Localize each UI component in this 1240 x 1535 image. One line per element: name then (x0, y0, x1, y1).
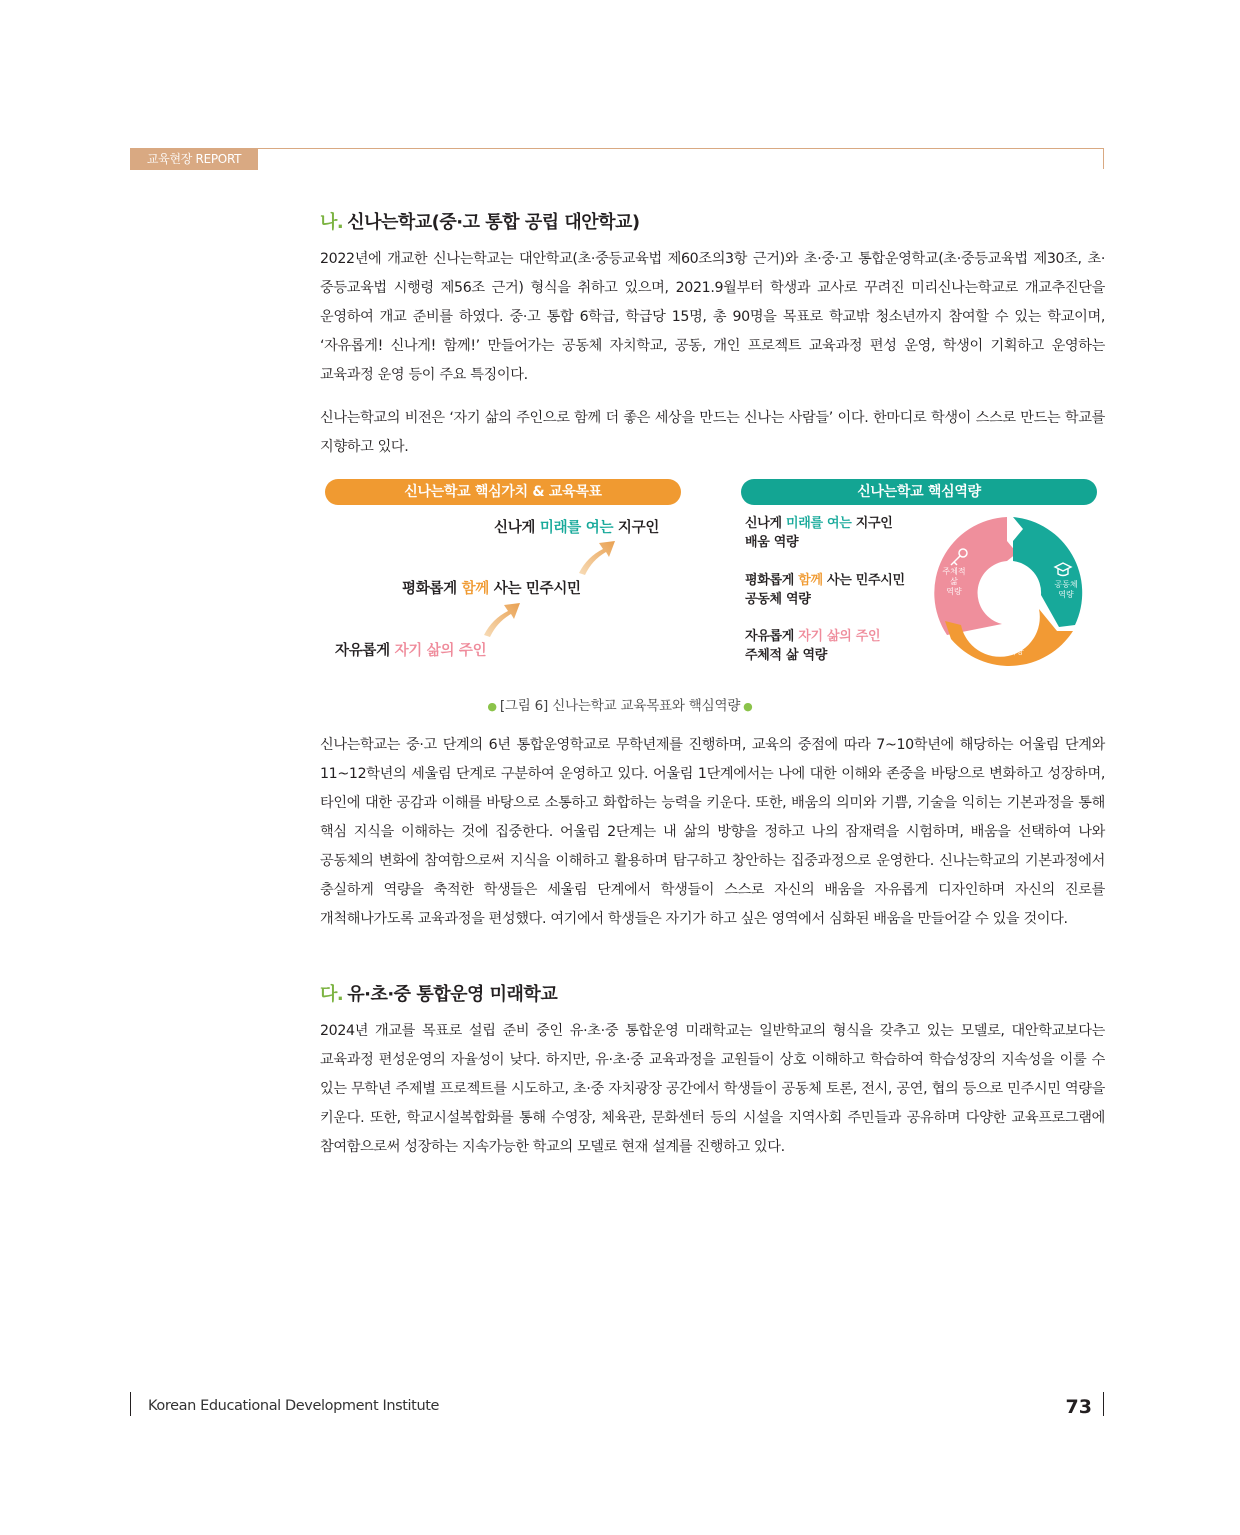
goal-3-highlight: 미래를 여는 (539, 520, 614, 536)
competency-2-highlight: 함께 (798, 573, 823, 588)
section-na-marker: 나. (320, 212, 344, 233)
header-rule (258, 148, 1104, 169)
section-da-title (320, 980, 557, 1006)
section-da-title-text: 유·초·중 통합운영 미래학교 (347, 984, 558, 1005)
competency-3-line2: 주체적 삶 역량 (745, 648, 827, 663)
figure-caption (0, 694, 1240, 714)
section-na-title-text: 신나는학교(중·고 통합 공립 대안학교) (347, 212, 640, 233)
ring-label-self (934, 567, 974, 597)
ring-label-self-2: 삶 (950, 577, 958, 586)
caption-bullet-left: ● (487, 700, 497, 713)
goal-3-post: 지구인 (613, 520, 660, 536)
competency-item-2 (745, 571, 905, 609)
ring-segment-teal (1013, 517, 1082, 627)
caption-bullet-right: ● (743, 700, 753, 713)
goal-2-pre: 평화롭게 (402, 581, 462, 597)
goal-item-1 (335, 639, 486, 660)
footer-institute: Korean Educational Development Institute (148, 1398, 440, 1414)
goal-1-highlight: 자기 삶의 주인 (394, 643, 487, 659)
competency-1-line1 (745, 514, 893, 533)
competency-3-line1 (745, 627, 880, 646)
ring-label-learning-2: 역량 (1008, 647, 1024, 656)
ring-label-community (1046, 580, 1086, 600)
competency-item-3 (745, 627, 880, 665)
goal-1-pre: 자유롭게 (335, 643, 395, 659)
competency-1-pre: 신나게 (745, 516, 786, 531)
competency-1-highlight: 미래를 여는 (786, 516, 852, 531)
page-number: 73 (1065, 1396, 1092, 1418)
competency-1-line2: 배움 역량 (745, 535, 799, 550)
goal-arrow-upper (575, 533, 620, 578)
goal-2-highlight: 함께 (461, 581, 489, 597)
goal-2-post: 사는 민주시민 (489, 581, 581, 597)
section-na-paragraph-3: 신나는학교는 중·고 단계의 6년 통합운영학교로 무학년제를 진행하며, 교육의 중점에 따라 7~10학년에 해당하는 어울림 단계와 11~12학년의 세울림 단계로 구분하여 운영하고 있다. 어울림 1단계에서는 나에 대한 이해와 존중을 바탕으로 변화하고 성장하며, 타인에 대한 공감과 이해를 바탕으로 소통하고 화합하는 능력을 키운다. 또한, 배움의 의미와 기쁨, 기술을 익히는 기본과정을 통해 핵심 지식을 이해하는 것에 집중한다. 어울림 2단계는 내 삶의 방향을 정하고 나의 잠재력을 시험하며, 배움을 선택하여 나와 공동체의 변화에 참여함으로써 지식을 이해하고 활용하며 탐구하고 창안하는 집중과정으로 운영한다. 신나는학교의 기본과정에서 충실하게 역량을 축적한 학생들은 세울림 단계에서 학생들이 스스로 자신의 배움을 자유롭게 디자인하며 자신의 진로를 개척해나가도록 교육과정을 편성했다. 여기에서 학생들은 자기가 하고 싶은 영역에서 심화된 배움을 만들어갈 수 있을 것이다. (320, 737, 1105, 927)
section-da-marker: 다. (320, 984, 344, 1005)
goal-arrow-lower (480, 595, 525, 640)
section-na-paragraph-2: 신나는학교의 비전은 ‘자기 삶의 주인으로 함께 더 좋은 세상을 만드는 신나는 사람들’ 이다. 한마디로 학생이 스스로 만드는 학교를 지향하고 있다. (320, 410, 1105, 455)
ring-label-self-1: 주체적 (942, 567, 966, 576)
ring-label-learning (996, 637, 1036, 657)
header-tab: 교육현장 REPORT (130, 148, 258, 170)
competency-3-highlight: 자기 삶의 주인 (798, 629, 881, 644)
section-na-paragraph-1: 2022년에 개교한 신나는학교는 대안학교(초·중등교육법 제60조의3항 근거)와 초·중·고 통합운영학교(초·중등교육법 제30조, 초·중등교육법 시행령 제56조 근거) 형식을 취하고 있으며, 2021.9월부터 학생과 교사로 꾸려진 미리신나는학교로 개교추진단을 운영하여 개교 준비를 하였다. 중·고 통합 6학급, 학급당 15명, 총 90명을 목표로 학교밖 청소년까지 참여할 수 있는 학교이며, ‘자유롭게! 신나게! 함께!’ 만들어가는 공동체 자치학교, 공동, 개인 프로젝트 교육과정 편성 운영, 학생이 기획하고 운영하는 교육과정 운영 등이 주요 특징이다. (320, 251, 1105, 383)
figure-left-header: 신나는학교 핵심가치 & 교육목표 (325, 479, 681, 505)
competency-2-pre: 평화롭게 (745, 573, 799, 588)
ring-label-community-1: 공동체 (1054, 580, 1078, 589)
footer-rule-left (130, 1392, 131, 1416)
competency-1-post: 지구인 (851, 516, 893, 531)
section-da-paragraph: 2024년 개교를 목표로 설립 준비 중인 유·초·중 통합운영 미래학교는 일반학교의 형식을 갖추고 있는 모델로, 대안학교보다는 교육과정 편성운영의 자율성이 낮다. 하지만, 유·초·중 교육과정을 교원들이 상호 이해하고 학습하여 학습성장의 지속성을 이룰 수 있는 무학년 주제별 프로젝트를 시도하고, 초·중 자치광장 공간에서 학생들이 공동체 토론, 전시, 공연, 협의 등으로 민주시민 역량을 키운다. 또한, 학교시설복합화를 통해 수영장, 체육관, 문화센터 등의 시설을 지역사회 주민들과 공유하며 다양한 교육프로그램에 참여함으로써 성장하는 지속가능한 학교의 모델로 현재 설계를 진행하고 있다. (320, 1023, 1105, 1155)
ring-label-self-3: 역량 (946, 587, 962, 596)
competency-2-line2: 공동체 역량 (745, 592, 811, 607)
footer-rule-right (1103, 1392, 1104, 1416)
competency-2-line1 (745, 571, 905, 590)
figure-right-header: 신나는학교 핵심역량 (741, 479, 1097, 505)
competency-item-1 (745, 514, 893, 552)
ring-label-learning-1: 배움 (1008, 637, 1024, 646)
ring-label-community-2: 역량 (1058, 590, 1074, 599)
figure-caption-text: [그림 6] 신나는학교 교육목표와 핵심역량 (499, 698, 741, 714)
competency-2-post: 사는 민주시민 (822, 573, 905, 588)
competency-3-pre: 자유롭게 (745, 629, 799, 644)
section-na-title (320, 208, 640, 234)
goal-3-pre: 신나게 (494, 520, 540, 536)
